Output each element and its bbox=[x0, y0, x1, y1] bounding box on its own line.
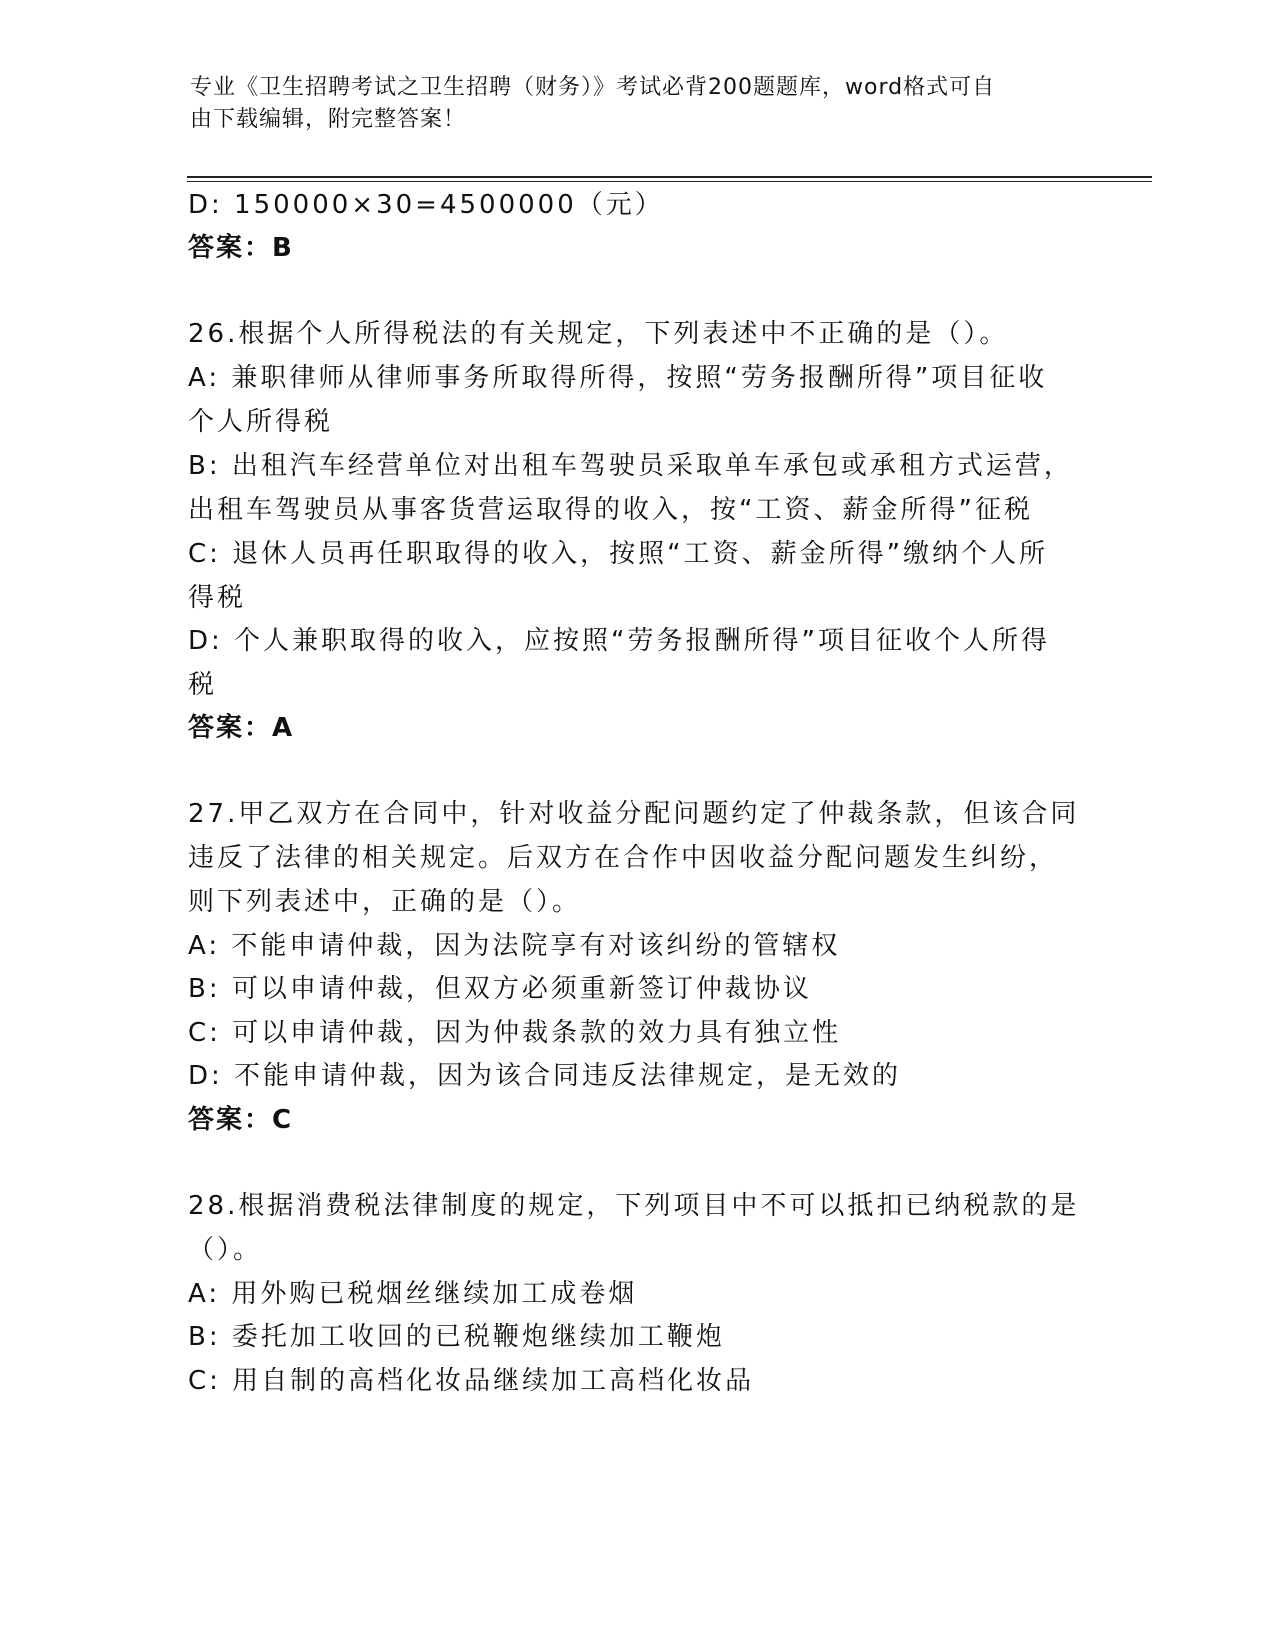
q27-option-a: A: 不能申请仲裁，因为法院享有对该纠纷的管辖权 bbox=[188, 931, 841, 961]
q27-option-c: C: 可以申请仲裁，因为仲裁条款的效力具有独立性 bbox=[188, 1018, 842, 1048]
question-28-stem-line-1: 28.根据消费税法律制度的规定，下列项目中不可以抵扣已纳税款的是 bbox=[188, 1191, 1080, 1221]
prev-answer: 答案：B bbox=[188, 233, 294, 263]
q26-option-b-line-2: 出租车驾驶员从事客货营运取得的收入，按“工资、薪金所得”征税 bbox=[188, 495, 1033, 525]
header-rule-thick bbox=[187, 176, 1152, 178]
q28-option-b: B: 委托加工收回的已税鞭炮继续加工鞭炮 bbox=[188, 1322, 725, 1352]
q26-option-a-line-2: 个人所得税 bbox=[188, 407, 334, 437]
q28-option-c: C: 用自制的高档化妆品继续加工高档化妆品 bbox=[188, 1366, 755, 1396]
header-line-2: 由下载编辑，附完整答案！ bbox=[190, 107, 467, 132]
q26-option-d-line-2: 税 bbox=[188, 670, 218, 700]
question-26-stem: 26.根据个人所得税法的有关规定，下列表述中不正确的是（）。 bbox=[188, 319, 1009, 349]
q26-option-c-line-1: C: 退休人员再任职取得的收入，按照“工资、薪金所得”缴纳个人所 bbox=[188, 539, 1049, 569]
header-rule-thin bbox=[187, 181, 1152, 182]
prev-option-d: D: 150000×30=4500000（元） bbox=[188, 190, 664, 220]
q27-option-d: D: 不能申请仲裁，因为该合同违反法律规定，是无效的 bbox=[188, 1061, 902, 1091]
q27-option-b: B: 可以申请仲裁，但双方必须重新签订仲裁协议 bbox=[188, 974, 812, 1004]
document-header bbox=[190, 72, 1070, 136]
q27-answer: 答案：C bbox=[188, 1105, 294, 1135]
question-27-stem-line-1: 27.甲乙双方在合同中，针对收益分配问题约定了仲裁条款，但该合同 bbox=[188, 799, 1080, 829]
q28-option-a: A: 用外购已税烟丝继续加工成卷烟 bbox=[188, 1279, 638, 1309]
question-27-stem-line-3: 则下列表述中，正确的是（）。 bbox=[188, 887, 582, 917]
question-27-stem-line-2: 违反了法律的相关规定。后双方在合作中因收益分配问题发生纠纷， bbox=[188, 843, 1059, 873]
q26-answer: 答案：A bbox=[188, 713, 295, 743]
question-28-stem-line-2: （）。 bbox=[188, 1235, 263, 1265]
q26-option-b-line-1: B: 出租汽车经营单位对出租车驾驶员采取单车承包或承租方式运营， bbox=[188, 451, 1073, 481]
q26-option-d-line-1: D: 个人兼职取得的收入，应按照“劳务报酬所得”项目征收个人所得 bbox=[188, 626, 1050, 656]
header-line-1: 专业《卫生招聘考试之卫生招聘（财务）》考试必背200题题库，word格式可自 bbox=[190, 75, 996, 100]
q26-option-a-line-1: A: 兼职律师从律师事务所取得所得，按照“劳务报酬所得”项目征收 bbox=[188, 363, 1048, 393]
q26-option-c-line-2: 得税 bbox=[188, 583, 247, 613]
